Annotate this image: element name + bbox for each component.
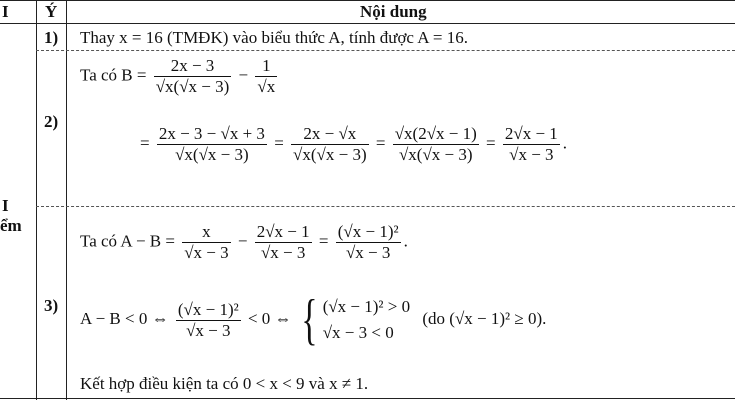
system-line: (√x − 1)² > 0: [322, 297, 411, 316]
denominator: √x − 3: [186, 320, 231, 340]
formula-line: [80, 56, 280, 97]
grid-line: [0, 23, 735, 24]
row-text: Thay x = 16 (TMĐK) vào biểu thức A, tính được A = 16.: [80, 28, 468, 47]
header-col-y: Ý: [45, 2, 58, 21]
formula-line: [80, 222, 408, 263]
fraction: [154, 56, 232, 97]
period: .: [403, 231, 408, 251]
numerator: 2√x − 1: [256, 222, 310, 241]
fraction: [255, 222, 312, 263]
note: (do (√x − 1)² ≥ 0).: [422, 308, 547, 328]
denominator: √x(√x − 3): [175, 145, 249, 164]
fraction: [336, 222, 401, 263]
formula-intro: Ta có B =: [80, 65, 147, 85]
row-number: 1): [44, 28, 59, 47]
denominator: √x − 3: [184, 243, 229, 262]
numerator: 2x − √x: [291, 124, 369, 145]
fraction: [157, 124, 267, 165]
denominator: √x(√x − 3): [293, 145, 367, 164]
system-line: √x − 3 < 0: [322, 323, 394, 342]
equals-sign: =: [140, 133, 150, 153]
grid-line: [36, 50, 735, 51]
formula-intro: Ta có A − B =: [80, 231, 175, 251]
inequality-prefix: A − B < 0 ⇔: [80, 308, 169, 328]
numerator: (√x − 1)²: [177, 299, 239, 319]
equals-sign: =: [375, 133, 386, 153]
minus-sign: −: [238, 65, 249, 85]
grid-line: [0, 0, 735, 1]
denominator: √x: [257, 77, 276, 96]
equals-sign: =: [318, 231, 329, 251]
conclusion: Kết hợp điều kiện ta có 0 < x < 9 và x ≠ 1.: [80, 374, 369, 393]
denominator: √x(√x − 3): [155, 77, 230, 96]
minus-sign: −: [237, 231, 248, 251]
section-unit: ểm: [0, 216, 22, 235]
numerator: 2x − 3: [154, 56, 232, 77]
numerator: 1: [255, 56, 277, 77]
denominator: √x(√x − 3): [398, 145, 473, 164]
fraction: [291, 124, 369, 165]
section-roman: I: [2, 196, 9, 215]
grid-line: [66, 0, 67, 400]
fraction: [255, 56, 277, 97]
fraction: [176, 300, 241, 341]
row-number: 3): [44, 296, 59, 315]
formula-line: [80, 289, 547, 351]
denominator: √x − 3: [509, 145, 554, 164]
grid-line: [0, 398, 735, 399]
numerator: √x(2√x − 1): [394, 124, 477, 143]
equals-sign: =: [486, 133, 496, 153]
brace-icon: {: [301, 289, 318, 351]
row-number: 2): [44, 112, 59, 131]
fraction: [393, 124, 479, 165]
numerator: (√x − 1)²: [337, 222, 399, 241]
header-col0: I: [2, 2, 9, 21]
grid-line: [36, 0, 37, 400]
numerator: x: [182, 222, 230, 243]
period: .: [562, 133, 568, 153]
grid-line: [36, 206, 735, 207]
formula-line: [140, 124, 567, 165]
equals-sign: =: [274, 133, 284, 153]
denominator: √x − 3: [260, 243, 306, 262]
header-col-content: Nội dung: [360, 2, 427, 21]
numerator: 2x − 3 − √x + 3: [158, 124, 265, 143]
denominator: √x − 3: [345, 243, 391, 262]
inequality-system: [323, 294, 410, 346]
fraction: [503, 124, 560, 165]
numerator: 2√x − 1: [504, 124, 558, 143]
inequality-mid: < 0 ⇔: [247, 308, 292, 328]
fraction: [182, 222, 230, 263]
